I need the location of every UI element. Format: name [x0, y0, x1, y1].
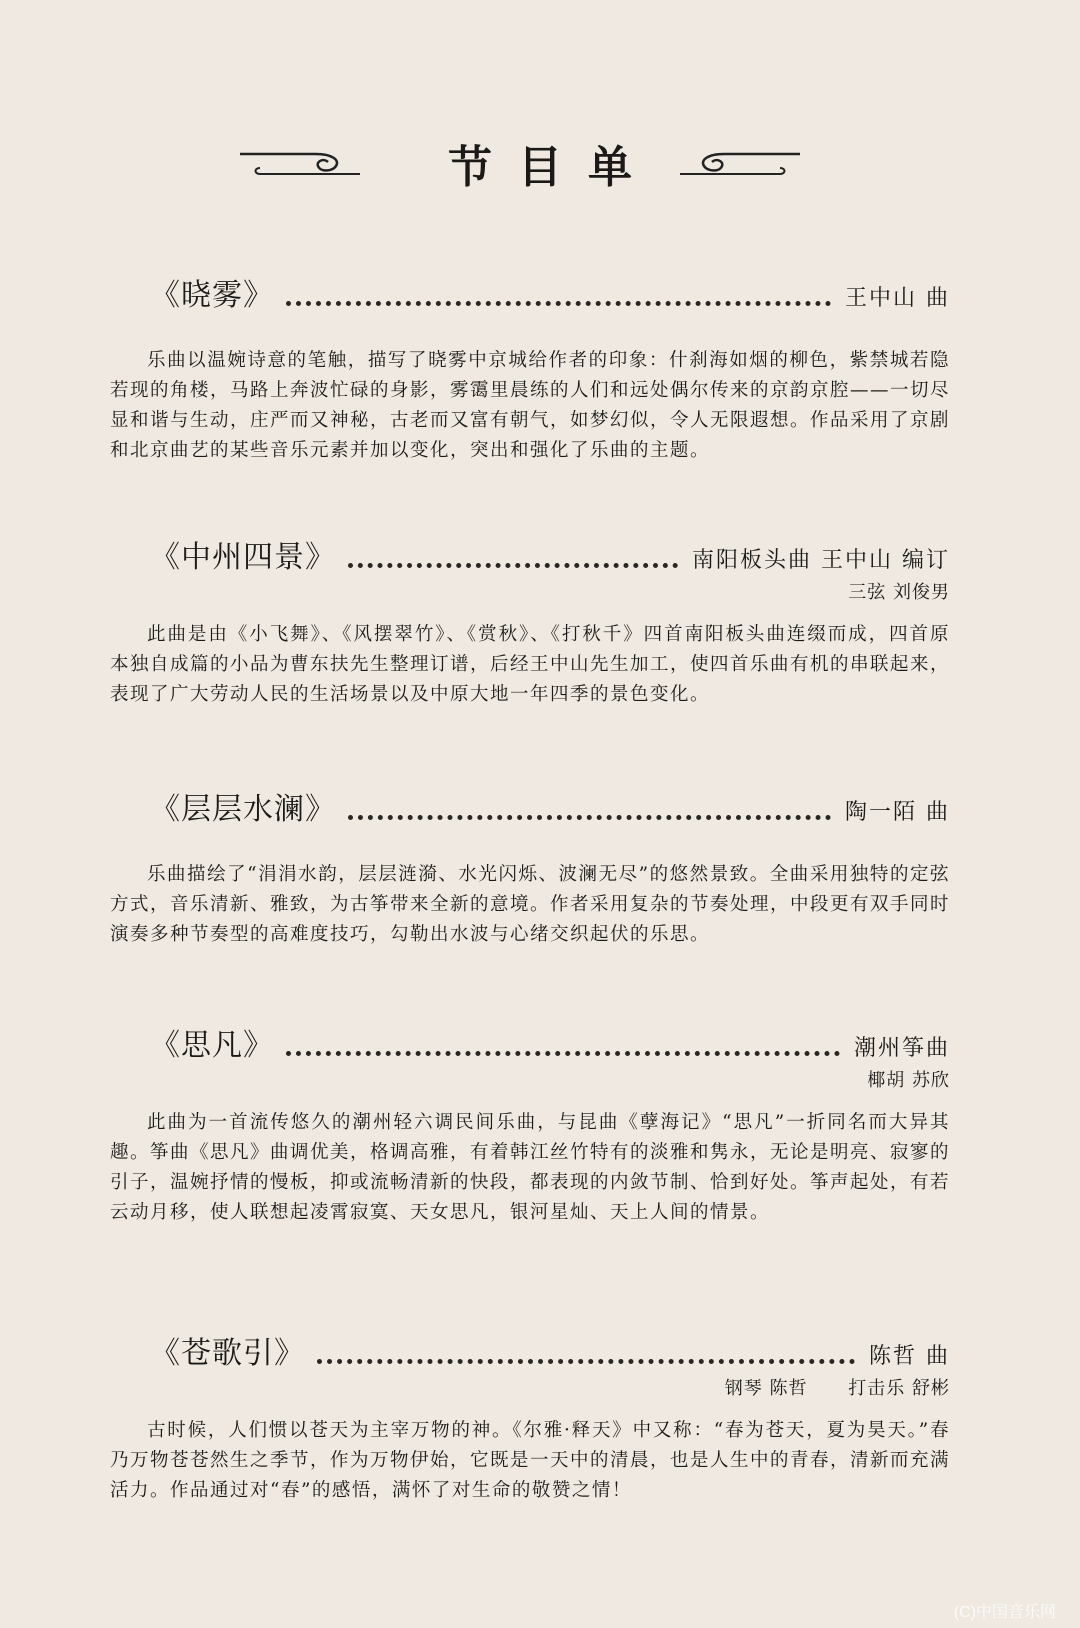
- watermark: (C)中国音乐网: [953, 1604, 1056, 1621]
- piece-title: 《晓雾》: [150, 278, 274, 313]
- piece-title: 《中州四景》: [150, 540, 336, 575]
- piece-title: 《苍歌引》: [150, 1336, 305, 1371]
- piece-credit: 陈哲 曲: [869, 1344, 950, 1369]
- piece-credit: 潮州筝曲: [853, 1036, 950, 1061]
- dot-leader: [348, 563, 678, 568]
- piece-credit: 王中山 曲: [845, 286, 950, 311]
- piece-description: 乐曲以温婉诗意的笔触，描写了晓雾中京城给作者的印象：什刹海如烟的柳色，紫禁城若隐若现的角楼，马路上奔波忙碌的身影，雾霭里晨练的人们和远处偶尔传来的京韵京腔——一切尽显和谐与生动，庄严而又神秘，古老而又富有朝气，如梦幻似，令人无限遐想。作品采用了京剧和北京曲艺的某些音乐元素并加以变化，突出和强化了乐曲的主题。: [110, 350, 951, 461]
- piece-description: 此曲是由《小飞舞》、《风摆翠竹》、《赏秋》、《打秋千》四首南阳板头曲连缀而成，四首原本独自成篇的小品为曹东扶先生整理订谱，后经王中山先生加工，使四首乐曲有机的串联起来，表现了广大劳动人民的生活场景以及中原大地一年四季的景色变化。: [110, 624, 951, 705]
- program-header: [0, 138, 1080, 198]
- performer: 打击乐 舒彬: [848, 1378, 950, 1399]
- dot-leader: [317, 1359, 855, 1364]
- piece-description: 古时候，人们惯以苍天为主宰万物的神。《尔雅·释天》中又称：“春为苍天，夏为昊天。”春乃万物苍苍然生之季节，作为万物伊始，它既是一天中的清晨，也是人生中的青春，清新而充满活力。作品通过对“春”的感悟，满怀了对生命的敬赞之情！: [110, 1420, 951, 1501]
- piece-description: 此曲为一首流传悠久的潮州轻六调民间乐曲，与昆曲《孽海记》“思凡”一折同名而大异其趣。筝曲《思凡》曲调优美，格调高雅，有着韩江丝竹特有的淡雅和隽永，无论是明亮、寂寥的引子，温婉抒情的慢板，抑或流畅清新的快段，都表现的内敛节制、恰到好处。筝声起处，有若云动月移，使人联想起凌霄寂寞、天女思凡，银河星灿、天上人间的情景。: [110, 1112, 951, 1223]
- program-title-row: [110, 534, 950, 578]
- program-item: [110, 786, 950, 950]
- performer-line: [110, 580, 950, 606]
- page-title: 节目单: [448, 142, 658, 193]
- cloud-scroll-right-ornament: [660, 146, 800, 182]
- piece-credit: 南阳板头曲 王中山 编订: [692, 548, 950, 573]
- program-title-row: [110, 786, 950, 830]
- performer-line: [110, 1068, 950, 1094]
- program-title-row: [110, 1330, 950, 1374]
- piece-title: 《层层水澜》: [150, 792, 336, 827]
- program-item: [110, 272, 950, 466]
- piece-credit: 陶一陌 曲: [845, 800, 950, 825]
- performer: 三弦 刘俊男: [848, 582, 950, 603]
- performer: 椰胡 苏欣: [867, 1070, 950, 1091]
- program-title-row: [110, 272, 950, 316]
- dot-leader: [348, 815, 831, 820]
- program-item: [110, 1022, 950, 1228]
- dot-leader: [286, 1051, 840, 1056]
- performer-line: [110, 1376, 950, 1402]
- program-title-row: [110, 1022, 950, 1066]
- performer: 钢琴 陈哲: [724, 1378, 808, 1399]
- program-item: [110, 534, 950, 710]
- program-item: [110, 1330, 950, 1506]
- piece-description: 乐曲描绘了“涓涓水韵，层层涟漪、水光闪烁、波澜无尽”的悠然景致。全曲采用独特的定弦方式，音乐清新、雅致，为古筝带来全新的意境。作者采用复杂的节奏处理，中段更有双手同时演奏多种节奏型的高难度技巧，勾勒出水波与心绪交织起伏的乐思。: [110, 864, 951, 945]
- piece-title: 《思凡》: [150, 1028, 274, 1063]
- dot-leader: [286, 301, 831, 306]
